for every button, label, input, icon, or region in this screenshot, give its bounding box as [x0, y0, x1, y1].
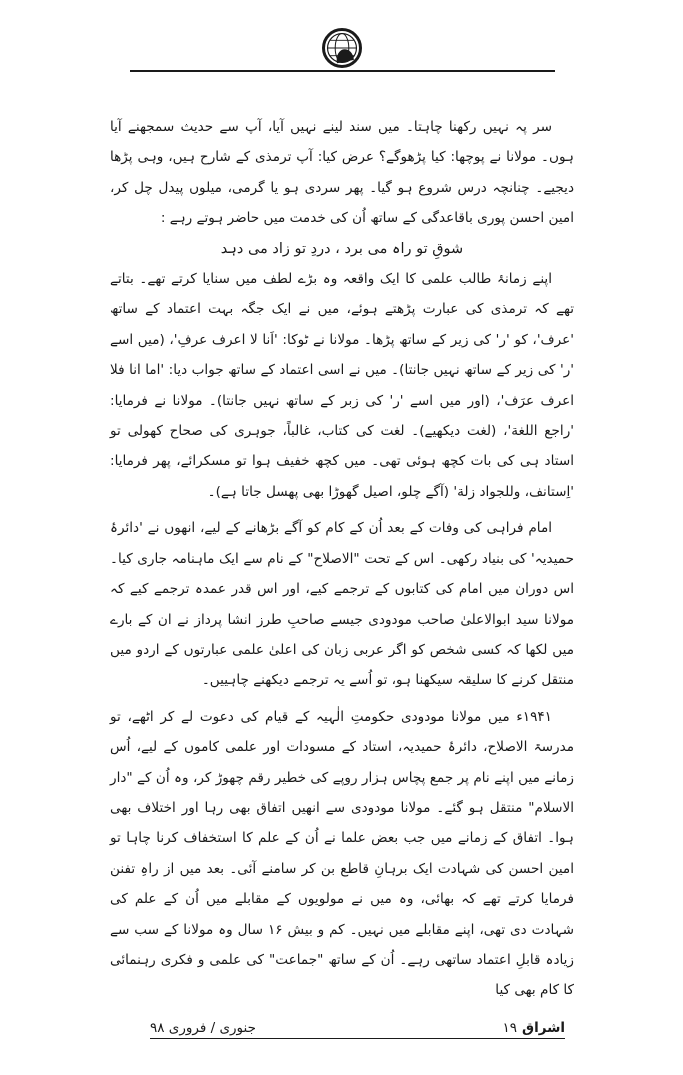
persian-verse: شوقِ تو راہ می برد ، دردِ تو زاد می دہد	[220, 240, 464, 257]
paragraph-3: امام فراہی کی وفات کے بعد اُن کے کام کو آگے بڑھانے کے لیے، انھوں نے 'دائرۂ حمیدیہ' کی بنیاد رکھی۔ اس کے تحت "الاصلاح" کے نام سے ایک ماہنامہ جاری کیا۔ اس دوران میں امام کی کتابوں کے ترجمے کیے، اور اس قدر عمدہ ترجمے کیے کہ مولانا سید ابوالاعلیٰ صاحب مودودی جیسے صاحبِ طرز انشا پرداز نے ان کے بارے میں لکھا کہ کسی شخص کو اگر عربی زبان کی اعلیٰ علمی عبارتوں کے اردو میں منتقل کرنے کا سلیقہ سیکھنا ہو، تو اُسے یہ ترجمے دیکھنے چاہییں۔	[110, 520, 574, 689]
issue-date: جنوری / فروری ۹۸	[150, 1020, 256, 1036]
page-number: ۱۹	[502, 1020, 517, 1036]
paragraph-2: اپنے زمانۂ طالب علمی کا ایک واقعہ وہ بڑے لطف میں سنایا کرتے تھے۔ بتاتے تھے کہ ترمذی کی عبارت پڑھتے ہوئے، میں نے ایک جگہ بہت اعتماد کے ساتھ 'عرف'، کو 'ر' کی زیر کے ساتھ پڑھا۔ مولانا نے ٹوکا: 'اَنا لا اعرف عرفِ'، (میں اسے 'ر' کی زیر کے ساتھ نہیں جانتا)۔ میں نے اسی اعتماد کے ساتھ جواب دیا: 'اما انا فلا اعرف عرَف'، (اور میں اسے 'ر' کی زبر کے ساتھ نہیں جانتا)۔ مولانا نے فرمایا: 'راجع اللغة'، (لغت دیکھیے)۔ لغت کی کتاب، غالباً، جوہری کی صحاح کھولی تو استاد ہی کی بات کچھ ہوئی تھی۔ میں کچھ خفیف ہوا تو مسکرائے، پھر فرمایا: 'اِستانف، وللجواد زلة' (آگے چلو، اصیل گھوڑا بھی پھسل جاتا ہے)۔	[110, 271, 574, 500]
journal-name: اشراق	[522, 1020, 565, 1036]
paragraph-4: ۱۹۴۱ء میں مولانا مودودی حکومتِ الٰہیہ کے قیام کی دعوت لے کر اٹھے، تو مدرسۃ الاصلاح، دائرۂ حمیدیہ، استاد کے مسودات اور علمی کاموں کے لیے، اُس زمانے میں اپنے نام پر جمع پچاس ہزار روپے کی خطیر رقم چھوڑ کر، وہ اُن کے "دار الاسلام" منتقل ہو گئے۔ مولانا مودودی سے انھیں اتفاق بھی رہا اور اختلاف بھی ہوا۔ اتفاق کے زمانے میں جب بعض علما نے اُن کے علم کا استخفاف کرنا چاہا تو امین احسن کی شہادت ایک برہانِ قاطع بن کر سامنے آئی۔ بعد میں از راہِ تفنن فرمایا کرتے تھے کہ بھائی، وہ میں نے مولویوں کے مقابلے میں اُن کے علم کی شہادت دی تھی، اپنے مقابلے میں نہیں۔ کم و بیش ۱۶ سال وہ مولانا کے سب سے زیادہ قابلِ اعتماد ساتھی رہے۔ اُن کے ساتھ "جماعت" کی علمی و فکری رہنمائی کا کام بھی کیا	[110, 708, 574, 999]
page-footer	[150, 1018, 565, 1038]
globe-logo-icon	[322, 28, 362, 68]
globe-logo-graphic	[325, 31, 359, 65]
paragraph-1: سر پہ نہیں رکھنا چاہتا۔ میں سند لینے نہیں آیا، آپ سے حدیث سمجھنے آیا ہوں۔ مولانا نے پوچھا: کیا پڑھوگے؟ عرض کیا: آپ ترمذی کے شارح ہیں، وہی پڑھا دیجیے۔ چنانچہ درس شروع ہو گیا۔ پھر سردی ہو یا گرمی، میلوں پیدل چل کر، امین احسن پوری باقاعدگی کے ساتھ اُن کی خدمت میں حاضر ہوتے رہے :	[110, 119, 574, 227]
article-body	[110, 112, 574, 999]
header-rule	[130, 70, 555, 72]
footer-rule	[150, 1038, 565, 1039]
